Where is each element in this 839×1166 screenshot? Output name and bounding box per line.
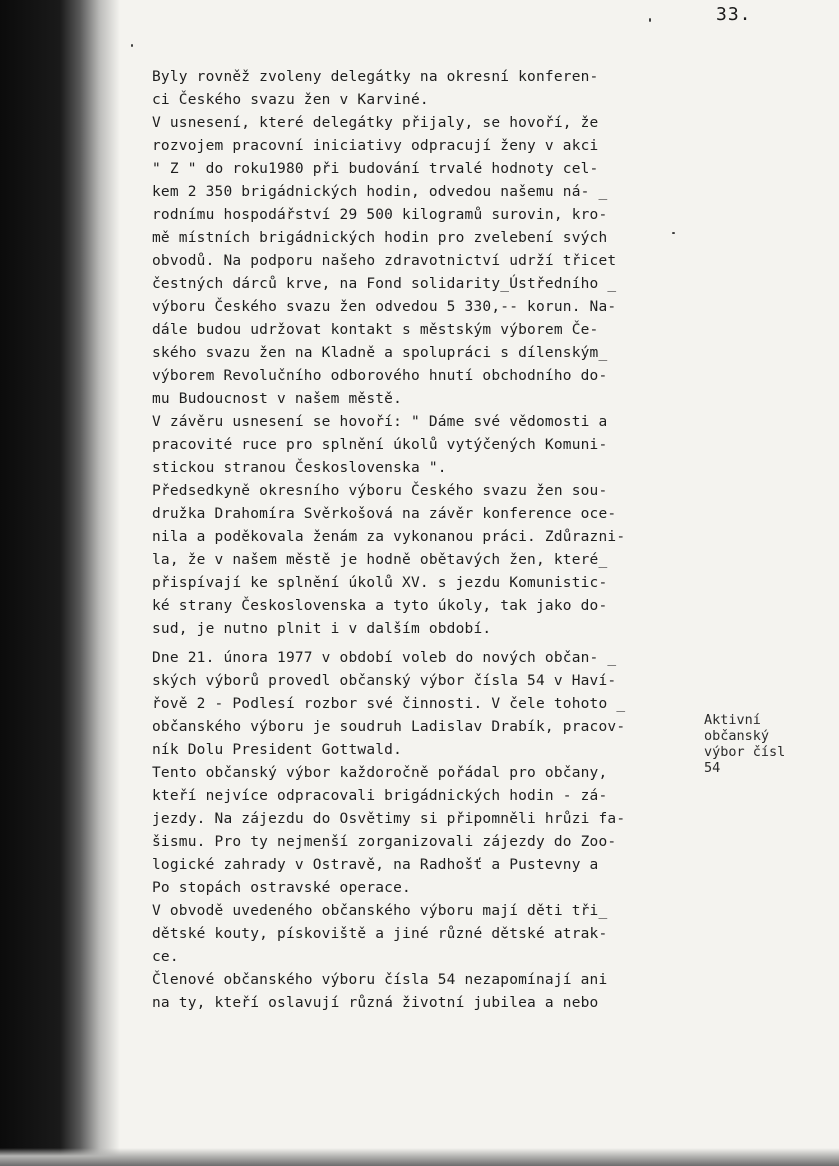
margin-note	[704, 712, 785, 776]
text-line: sud, je nutno plnit i v dalším období.	[152, 621, 492, 637]
text-line: družka Drahomíra Svěrkošová na závěr konference oce-	[152, 506, 617, 522]
text-line: Členové občanského výboru čísla 54 nezapomínají ani	[152, 972, 608, 988]
text-line: ník Dolu President Gottwald.	[152, 742, 403, 758]
margin-note-line: výbor čísl	[704, 744, 786, 760]
text-line: ských výborů provedl občanský výbor čísla 54 v Haví-	[152, 673, 617, 689]
text-line: mě místních brigádnických hodin pro zvelebení svých	[152, 230, 608, 246]
text-line: na ty, kteří oslavují různá životní jubilea a nebo	[152, 995, 599, 1011]
text-line: la, že v našem městě je hodně obětavých žen, které_	[152, 552, 608, 568]
text-line: stickou stranou Československa ".	[152, 460, 447, 476]
text-line: šismu. Pro ty nejmenší zorganizovali zájezdy do Zoo-	[152, 834, 617, 850]
scan-speck	[672, 232, 675, 234]
text-line: kem 2 350 brigádnických hodin, odvedou našemu ná- _	[152, 184, 608, 200]
paragraph-womens-conference	[152, 66, 697, 641]
text-line: pracovité ruce pro splnění úkolů vytýčených Komuni-	[152, 437, 608, 453]
scan-speck	[649, 18, 651, 22]
margin-note-line: 54	[704, 760, 721, 776]
text-line: občanského výboru je soudruh Ladislav Drabík, pracov-	[152, 719, 626, 735]
scan-edge-shadow-bottom	[0, 1148, 839, 1166]
text-line: Po stopách ostravské operace.	[152, 880, 411, 896]
paragraph-civic-committee	[152, 647, 697, 1015]
text-line: jezdy. Na zájezdu do Osvětimy si připomněli hrůzi fa-	[152, 811, 626, 827]
text-line: obvodů. Na podporu našeho zdravotnictví udrží třicet	[152, 253, 617, 269]
text-line: ci Českého svazu žen v Karviné.	[152, 92, 429, 108]
text-line: rozvojem pracovní iniciativy odpracují ženy v akci	[152, 138, 599, 154]
text-line: ského svazu žen na Kladně a spolupráci s dílenským_	[152, 345, 608, 361]
text-line: výboru Českého svazu žen odvedou 5 330,-- korun. Na-	[152, 299, 617, 315]
margin-note-line: Aktivní	[704, 712, 761, 728]
text-line: kteří nejvíce odpracovali brigádnických hodin - zá-	[152, 788, 608, 804]
text-line: Předsedkyně okresního výboru Českého svazu žen sou-	[152, 483, 608, 499]
typed-body-text	[152, 66, 697, 1015]
text-line: rodnímu hospodářství 29 500 kilogramů surovin, kro-	[152, 207, 608, 223]
text-line: přispívají ke splnění úkolů XV. s jezdu Komunistic-	[152, 575, 608, 591]
text-line: mu Budoucnost v našem městě.	[152, 391, 403, 407]
text-line: logické zahrady v Ostravě, na Radhošť a Pustevny a	[152, 857, 599, 873]
text-line: dětské kouty, pískoviště a jiné různé dětské atrak-	[152, 926, 608, 942]
text-line: dále budou udržovat kontakt s městským výborem Če-	[152, 322, 599, 338]
text-line: Dne 21. února 1977 v období voleb do nových občan- _	[152, 650, 617, 666]
scan-speck	[131, 44, 133, 47]
text-line: V obvodě uvedeného občanského výboru mají děti tři_	[152, 903, 608, 919]
text-line: ké strany Československa a tyto úkoly, tak jako do-	[152, 598, 608, 614]
text-line: čestných dárců krve, na Fond solidarity_Ústředního _	[152, 276, 617, 292]
text-line: řově 2 - Podlesí rozbor své činnosti. V čele tohoto _	[152, 696, 626, 712]
page-number: 33.	[716, 4, 752, 25]
text-line: ce.	[152, 949, 179, 965]
text-line: Tento občanský výbor každoročně pořádal pro občany,	[152, 765, 608, 781]
scan-edge-shadow-left	[0, 0, 120, 1166]
text-line: " Z " do roku1980 při budování trvalé hodnoty cel-	[152, 161, 599, 177]
text-line: V usnesení, které delegátky přijaly, se hovoří, že	[152, 115, 599, 131]
text-line: nila a poděkovala ženám za vykonanou práci. Zdůrazni-	[152, 529, 626, 545]
margin-note-line: občanský	[704, 728, 770, 744]
text-line: výborem Revolučního odborového hnutí obchodního do-	[152, 368, 608, 384]
text-line: V závěru usnesení se hovoří: " Dáme své vědomosti a	[152, 414, 608, 430]
text-line: Byly rovněž zvoleny delegátky na okresní konferen-	[152, 69, 599, 85]
